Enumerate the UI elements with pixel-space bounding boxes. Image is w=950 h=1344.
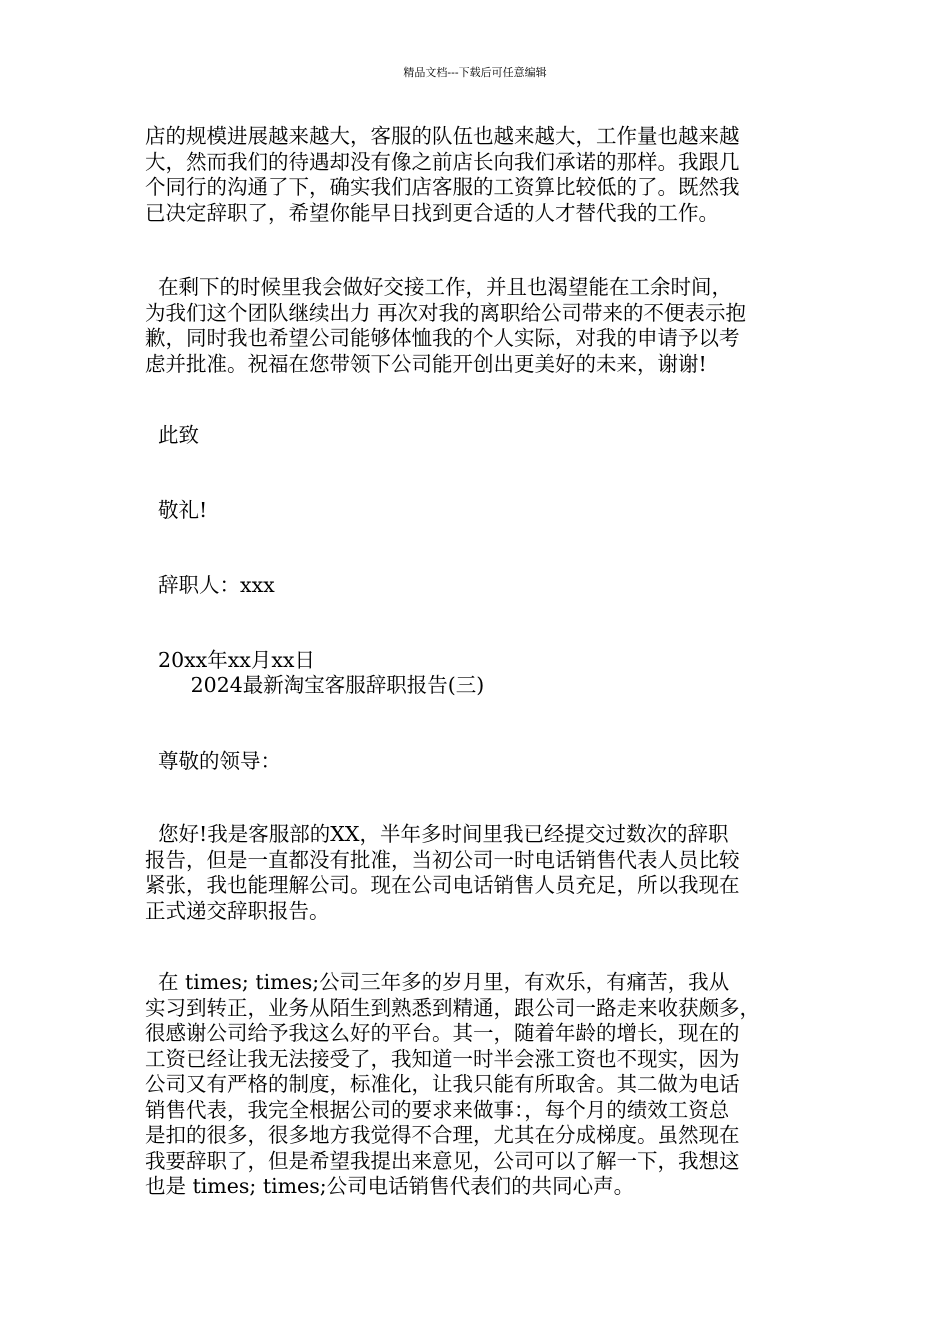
section-title (145, 673, 815, 699)
paragraph-4-line: 公司又有严格的制度，标准化，让我只能有所取舍。其二做为电话 (145, 1072, 740, 1096)
paragraph-3 (145, 822, 815, 924)
paragraph-4-line: 也是 times; times;公司电话销售代表们的共同心声。 (145, 1174, 635, 1198)
paragraph-3-line: 紧张，我也能理解公司。现在公司电话销售人员充足，所以我现在 (145, 873, 740, 897)
paragraph-3-line: 报告，但是一直都没有批准，当初公司一时电话销售代表人员比较 (145, 847, 740, 872)
closing-phrase (145, 423, 815, 449)
paragraph-3-line: 正式递交辞职报告。 (145, 898, 330, 923)
greeting (145, 749, 815, 775)
section-title-text: 2024最新淘宝客服辞职报告(三) (145, 673, 485, 697)
paragraph-3-line: 您好!我是客服部的XX，半年多时间里我已经提交过数次的辞职 (145, 822, 729, 846)
paragraph-1-line: 个同行的沟通了下，确实我们店客服的工资算比较低的了。既然我 (145, 175, 740, 199)
paragraph-1-line: 大，然而我们的待遇却没有像之前店长向我们承诺的那样。我跟几 (145, 149, 740, 174)
paragraph-2-line: 为我们这个团队继续出力 再次对我的离职给公司带来的不便表示抱 (145, 300, 747, 325)
paragraph-4-line: 很感谢公司给予我这么好的平台。其一，随着年龄的增长，现在的 (145, 1021, 740, 1045)
paragraph-4-line: 实习到转正，业务从陌生到熟悉到精通，跟公司一路走来收获颇多， (145, 995, 760, 1020)
closing-text: 此致 (145, 423, 200, 447)
paragraph-4-line: 在 times; times;公司三年多的岁月里，有欢乐，有痛苦，我从 (145, 970, 730, 994)
date (145, 648, 815, 674)
paragraph-2-line: 在剩下的时候里我会做好交接工作，并且也渴望能在工余时间， (145, 275, 733, 299)
signer (145, 573, 815, 599)
greeting-text: 尊敬的领导： (145, 749, 282, 773)
paragraph-4-line: 是扣的很多，很多地方我觉得不合理，尤其在分成梯度。虽然现在 (145, 1123, 740, 1147)
paragraph-2-line: 虑并批准。祝福在您带领下公司能开创出更美好的未来，谢谢! (145, 351, 707, 376)
signer-text: 辞职人：xxx (145, 573, 275, 597)
regards-text: 敬礼! (145, 498, 208, 522)
paragraph-2 (145, 275, 815, 377)
paragraph-1-line: 已决定辞职了，希望你能早日找到更合适的人才替代我的工作。 (145, 200, 719, 225)
paragraph-2-line: 歉，同时我也希望公司能够体恤我的个人实际，对我的申请予以考 (145, 326, 740, 350)
paragraph-1 (145, 124, 815, 226)
page-header: 精品文档---下载后可任意编辑 (403, 66, 547, 79)
paragraph-4-line: 工资已经让我无法接受了，我知道一时半会涨工资也不现实，因为 (145, 1046, 740, 1071)
paragraph-4 (145, 970, 815, 1200)
paragraph-1-line: 店的规模进展越来越大，客服的队伍也越来越大，工作量也越来越 (145, 124, 740, 148)
date-text: 20xx年xx月xx日 (145, 648, 315, 672)
regards (145, 498, 815, 524)
paragraph-4-line: 我要辞职了，但是希望我提出来意见，公司可以了解一下，我想这 (145, 1148, 740, 1173)
paragraph-4-line: 销售代表，我完全根据公司的要求来做事：，每个月的绩效工资总 (145, 1097, 730, 1122)
